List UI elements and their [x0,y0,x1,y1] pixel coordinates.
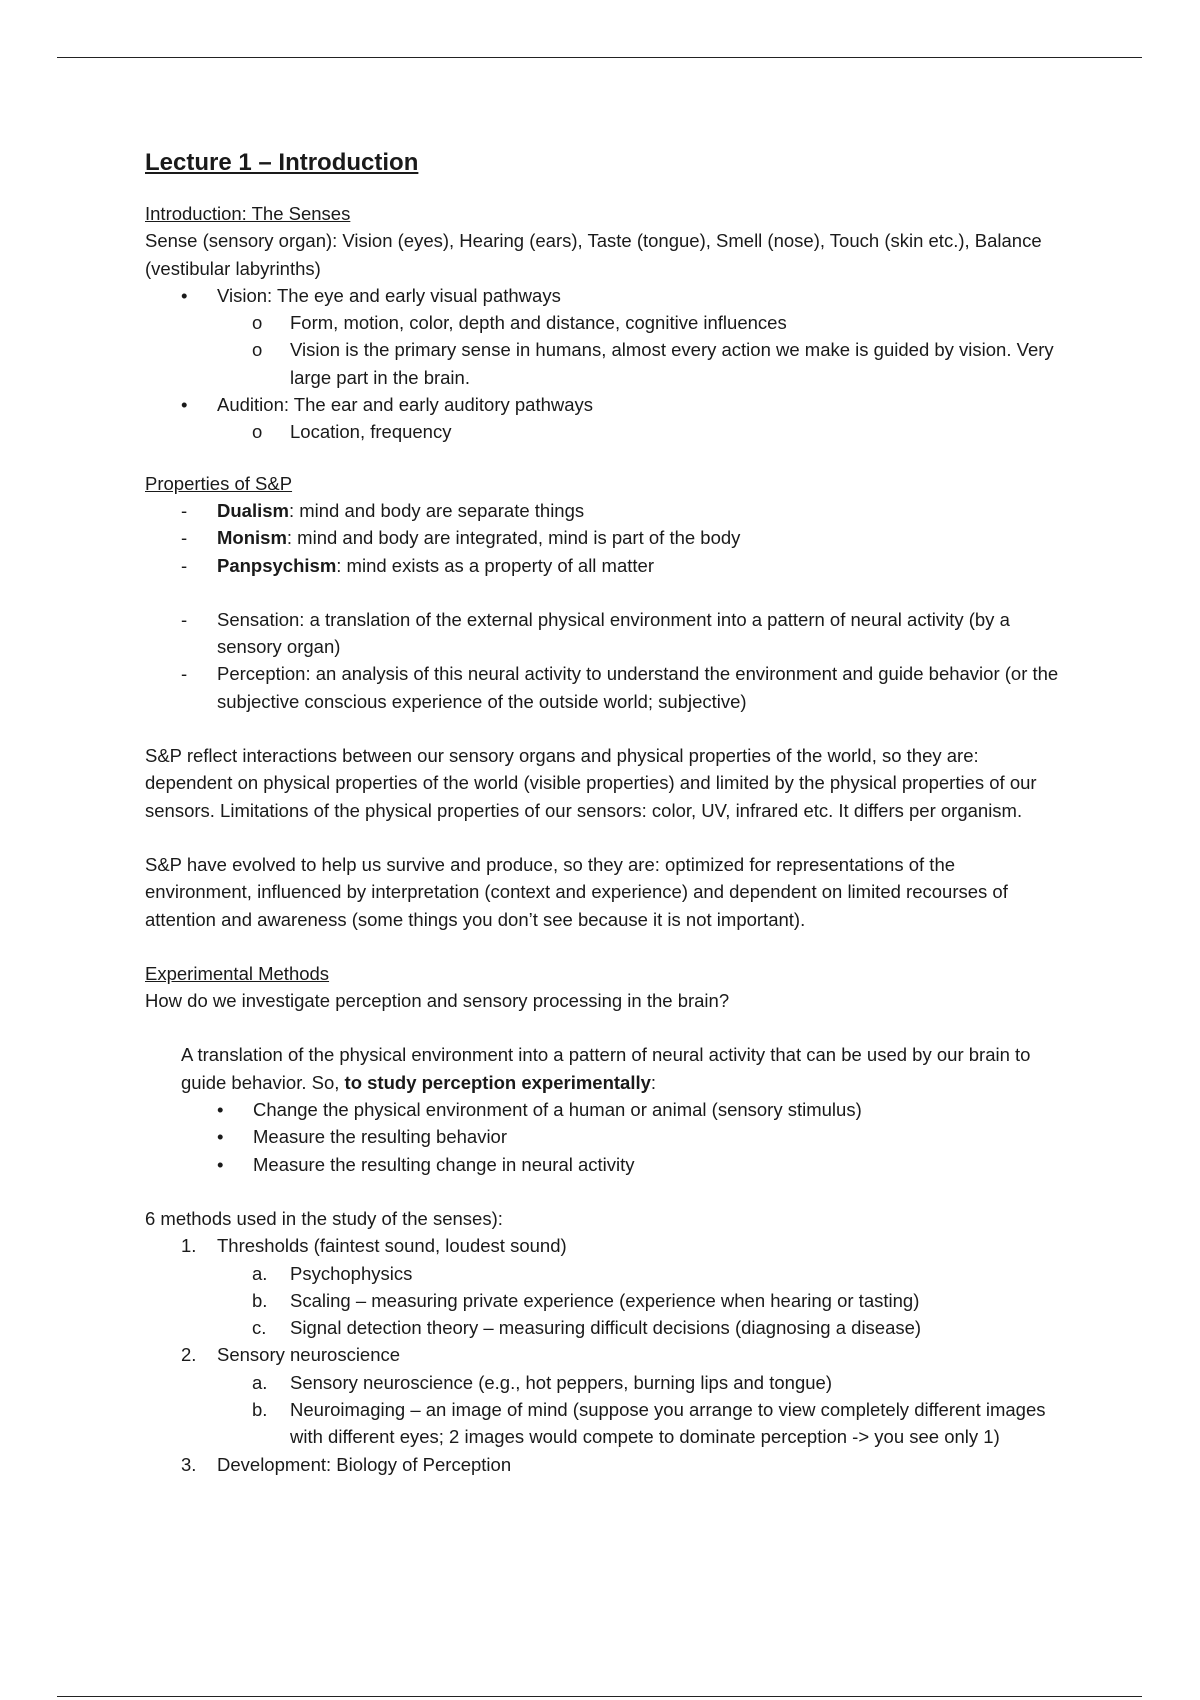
list-item: • Audition: The ear and early auditory pathways [145,391,1065,418]
list-item: 3. Development: Biology of Perception [145,1451,1065,1478]
paragraph: S&P have evolved to help us survive and produce, so they are: optimized for representations of the environment, influenced by interpretation (context and experience) and dependent on limited recourses of attention and awareness (some things you don’t see because it is not important). [145,853,1008,930]
term: Dualism [217,499,289,521]
letter-marker: a. [252,1262,268,1284]
letter-marker: c. [252,1317,267,1339]
dash-marker: - [181,608,188,630]
paragraph: S&P reflect interactions between our sensory organs and physical properties of the world, so they are: dependent on physical properties of the world (visible properties) and limited by the physical properties of our sensors. Limitations of the physical properties of our sensors: color, UV, infrared etc. It differs per organism. [145,745,1037,821]
list-item: - Dualism: mind and body are separate things [145,497,1065,524]
letter-marker: b. [252,1398,268,1420]
list-item: b. Scaling – measuring private experience (experience when hearing or tasting) [145,1287,1065,1314]
term: Panpsychism [217,554,337,576]
list-item: • Vision: The eye and early visual pathways [145,282,1065,309]
views-list [145,497,1065,579]
senses-list [145,282,1065,446]
list-item: • Measure the resulting change in neural activity [181,1151,1065,1178]
letter-marker: b. [252,1289,268,1311]
list-item: c. Signal detection theory – measuring difficult decisions (diagnosing a disease) [145,1314,1065,1341]
term: Monism [217,527,287,549]
senses-heading: Introduction: The Senses [145,203,351,224]
list-item: - Monism: mind and body are integrated, mind is part of the body [145,524,1065,551]
list-item: 1. Thresholds (faintest sound, loudest sound) [145,1232,1065,1259]
document-page [145,146,1065,1478]
list-item: 2. Sensory neuroscience [145,1341,1065,1368]
circle-marker: o [252,421,263,443]
senses-intro: Sense (sensory organ): Vision (eyes), Hearing (ears), Taste (tongue), Smell (nose), Touch (skin etc.), Balance (vestibular labyrinths) [145,230,1042,279]
definitions-list [145,606,1065,715]
list-item: o Vision is the primary sense in humans, almost every action we make is guided by vision. Very large part in the brain. [145,336,1065,391]
methods-question: How do we investigate perception and sensory processing in the brain? [145,990,730,1012]
number-marker: 3. [181,1453,197,1475]
circle-marker: o [252,312,263,334]
bullet-marker: • [181,284,188,306]
list-item: a. Sensory neuroscience (e.g., hot peppers, burning lips and tongue) [145,1369,1065,1396]
methods-bullets [181,1096,1065,1178]
number-marker: 2. [181,1344,197,1366]
list-item: a. Psychophysics [145,1260,1065,1287]
methods-heading: Experimental Methods [145,962,330,984]
list-item: o Location, frequency [145,418,1065,445]
list-item: - Panpsychism: mind exists as a property of all matter [145,552,1065,579]
dash-marker: - [181,527,188,549]
footer-rule [57,1696,1142,1697]
list-item: - Perception: an analysis of this neural activity to understand the environment and guide behavior (or the subjective conscious experience of the outside world; subjective) [145,660,1065,715]
methods-list [145,1232,1065,1478]
dash-marker: - [181,554,188,576]
bullet-marker: • [217,1153,224,1175]
dash-marker: - [181,663,188,685]
dash-marker: - [181,499,188,521]
number-marker: 1. [181,1235,197,1257]
list-item: • Change the physical environment of a human or animal (sensory stimulus) [181,1096,1065,1123]
list-item: • Measure the resulting behavior [181,1123,1065,1150]
bullet-marker: • [217,1126,224,1148]
list-item: b. Neuroimaging – an image of mind (suppose you arrange to view completely different images with different eyes; 2 images would compete to dominate perception -> you see only 1) [145,1396,1065,1451]
bullet-marker: • [181,394,188,416]
paragraph: A translation of the physical environment into a pattern of neural activity that can be used by our brain to guide behavior. So, to study perception experimentally: [181,1044,1031,1093]
header-rule [57,57,1142,58]
bullet-marker: • [217,1099,224,1121]
list-item: - Sensation: a translation of the external physical environment into a pattern of neural activity (by a sensory organ) [145,606,1065,661]
letter-marker: a. [252,1371,268,1393]
properties-heading: Properties of S&P [145,472,293,494]
page-title: Lecture 1 – Introduction [145,149,419,176]
methods-list-intro: 6 methods used in the study of the senses): [145,1207,503,1229]
circle-marker: o [252,339,263,361]
methods-block [145,1041,1065,1177]
list-item: o Form, motion, color, depth and distance, cognitive influences [145,309,1065,336]
